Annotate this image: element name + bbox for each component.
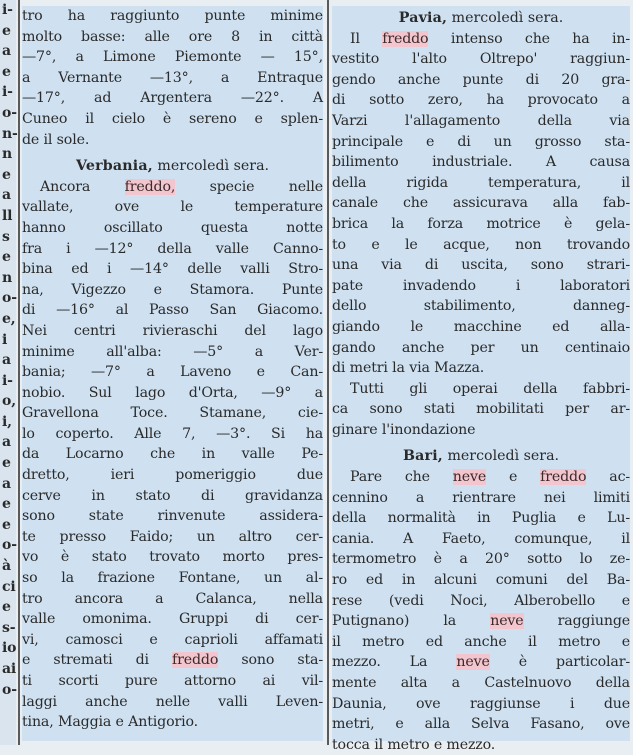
text-line (332, 529, 630, 550)
text-segment: cennino a rientrare nei limiti (332, 489, 630, 506)
text-line (22, 527, 323, 548)
cut-fragment: e (2, 166, 11, 183)
column-rule (18, 0, 20, 745)
cut-fragment: s (2, 228, 10, 245)
text-segment: mente alta a Castelnuovo della (332, 675, 630, 691)
text-line (332, 467, 630, 488)
dateline-city: Verbania, (75, 158, 153, 175)
text-line (22, 130, 323, 151)
text-line (332, 673, 630, 694)
text-segment: minime all'alba: —5° a Ver- (22, 343, 323, 360)
text-line (332, 508, 630, 529)
text-line (332, 652, 630, 673)
text-line (332, 611, 630, 632)
text-segment: valle omonima. Gruppi di cer- (22, 611, 323, 628)
column-rule (327, 0, 329, 745)
dateline-city: Pavia, (398, 10, 448, 26)
cut-fragment: e, (2, 310, 16, 327)
text-segment: Ancora (40, 178, 125, 195)
text-line (22, 109, 323, 130)
text-segment: Tutti gli operai della fabbri- (350, 380, 630, 397)
cut-fragment: ci (2, 578, 16, 595)
text-line (332, 70, 630, 91)
pavia-article (332, 29, 630, 441)
text-segment: Nei centri rivieraschi del lago (22, 322, 323, 339)
cut-fragment: o- (2, 681, 17, 698)
column-2 (332, 6, 631, 753)
cut-fragment: i, (2, 413, 12, 430)
text-line (332, 379, 630, 400)
column-1 (22, 6, 323, 741)
text-line (332, 591, 630, 612)
highlighted-word: freddo (382, 30, 429, 47)
cut-fragment: i- (2, 372, 13, 389)
highlighted-word: freddo (540, 469, 587, 486)
text-segment: Cuneo il cielo è sereno e splen- (22, 110, 323, 127)
text-segment: intenso che ha in- (428, 30, 630, 47)
text-segment: nobio. Sul lago d'Orta, —9° a (22, 384, 323, 401)
text-segment: della normalità in Puglia e Lu- (332, 510, 630, 527)
cut-fragment: o- (2, 537, 17, 554)
text-segment: Pare che (350, 469, 453, 486)
cut-fragment: o- (2, 104, 17, 121)
text-segment: e (486, 469, 541, 486)
dateline-date: mercoledì sera. (447, 10, 564, 26)
bari-article (332, 467, 630, 755)
text-line (332, 296, 630, 317)
text-line (22, 239, 323, 260)
cuneo-paragraph (22, 6, 323, 150)
text-line (332, 358, 630, 379)
text-segment: gando anche per un centinaio (332, 339, 630, 356)
text-segment: termometro è a 20° sotto lo ze- (332, 551, 630, 568)
text-line (332, 714, 630, 735)
cut-fragment: a (2, 43, 11, 60)
cut-fragment: i (2, 331, 8, 348)
text-segment: mezzo. La (332, 654, 457, 671)
highlighted-word: neve (456, 654, 490, 671)
text-line (22, 671, 323, 692)
text-line (22, 259, 323, 280)
text-line (22, 383, 323, 404)
text-line (332, 632, 630, 653)
text-line (22, 27, 323, 48)
cut-fragment: e (2, 496, 11, 513)
cut-fragment: a (2, 187, 11, 204)
text-segment: ginare l'inondazione (332, 421, 476, 438)
dateline-verbania (22, 156, 323, 177)
text-segment: tro ha raggiunto punte minime (22, 8, 323, 24)
text-line (332, 214, 630, 235)
text-line (332, 276, 630, 297)
text-line (332, 235, 630, 256)
text-line (22, 547, 323, 568)
text-line (22, 568, 323, 589)
text-segment: è particolar- (489, 654, 630, 671)
text-line (22, 506, 323, 527)
text-line (332, 111, 630, 132)
text-segment: pate invadendo i laboratori (332, 277, 630, 294)
text-line (22, 47, 323, 68)
text-line (332, 152, 630, 173)
text-segment: della rigida temperatura, il (332, 174, 630, 191)
text-segment: —7°, a Limone Piemonte — 15°, (22, 49, 323, 66)
text-segment: cerve in stato di gravidanza (22, 487, 323, 504)
text-segment: tocca il metro e mezzo. (332, 736, 496, 753)
text-segment: di —16° al Passo San Giacomo. (22, 302, 323, 319)
text-segment: to e le acque, non trovando (332, 236, 630, 253)
text-segment: dello stabilimento, danneg- (332, 298, 630, 315)
text-segment: Varzi l'allagamento della via (332, 112, 630, 129)
text-line (22, 465, 323, 486)
text-segment: rese (vedi Noci, Alberobello e (332, 592, 630, 609)
text-segment: da Locarno che in valle Pe- (22, 446, 323, 463)
text-segment: vi, camosci e caprioli affamati (22, 631, 323, 648)
cut-fragment: e (2, 516, 11, 533)
dateline-date: mercoledì sera. (442, 448, 560, 465)
text-line (22, 650, 323, 671)
text-segment: giando le macchine ed alla- (332, 318, 630, 335)
text-line (22, 88, 323, 109)
text-line (332, 694, 630, 715)
text-segment: e stremati di (22, 652, 172, 669)
text-line (332, 399, 630, 420)
text-line (332, 255, 630, 276)
text-segment: vo è stato trovato morto pres- (22, 549, 323, 566)
dateline-city: Bari, (402, 448, 443, 465)
text-segment: vestito l'alto Oltrepo' raggiun- (332, 51, 630, 68)
text-line (22, 692, 323, 713)
cut-fragment: io (2, 640, 17, 657)
text-line (332, 735, 630, 755)
text-line (332, 173, 630, 194)
text-segment: brica la forza motrice è gela- (332, 215, 630, 232)
text-segment: Daunia, ove raggiunse i due (332, 695, 630, 712)
dateline-bari (332, 446, 630, 467)
text-segment: dretto, ieri pomeriggio due (22, 467, 323, 484)
text-line (22, 444, 323, 465)
text-segment: te presso Faido; un altro cer- (22, 528, 323, 545)
text-segment: bina ed i —14° delle valli Stro- (22, 261, 323, 278)
dateline-pavia (332, 8, 630, 29)
text-line (22, 197, 323, 218)
cut-fragment: o- (2, 290, 17, 307)
text-line (22, 589, 323, 610)
text-segment: ti scorti pure attorno ai vil- (22, 673, 323, 689)
cut-fragment: i- (2, 2, 13, 18)
text-segment: vallate, ove le temperature (22, 199, 323, 216)
highlighted-word: neve (452, 469, 487, 486)
text-segment: cania. A Faeto, comunque, il (332, 530, 630, 547)
highlighted-word: freddo, (124, 178, 176, 195)
text-line (22, 68, 323, 89)
text-line (22, 609, 323, 630)
text-line (332, 549, 630, 570)
text-line (22, 486, 323, 507)
text-segment: gendo anche punte di 20 gra- (332, 71, 630, 88)
cut-off-left-column (0, 0, 16, 745)
text-segment: bania; —7° a Laveno e Can- (22, 364, 323, 381)
cut-fragment: i- (2, 84, 13, 101)
text-line (22, 177, 323, 198)
text-segment: tina, Maggia e Antigorio. (22, 714, 199, 731)
text-segment: metri, e alla Selva Fasano, ove (332, 716, 630, 733)
text-line (22, 342, 323, 363)
text-line (332, 49, 630, 70)
cut-fragment: e (2, 455, 11, 472)
text-segment: Gravellona Toce. Stamane, cie- (22, 405, 323, 422)
cut-fragment: ll (2, 207, 13, 224)
cut-fragment: e (2, 249, 11, 266)
cut-fragment: e (2, 63, 11, 80)
text-segment: raggiunge (523, 613, 630, 630)
cut-fragment: a (2, 475, 11, 492)
text-line (22, 300, 323, 321)
text-segment: fra i —12° della valle Canno- (22, 240, 323, 257)
text-line (22, 218, 323, 239)
text-line (332, 488, 630, 509)
text-segment: principale e di un grosso sta- (332, 133, 630, 150)
text-segment: Putignano) la (332, 613, 491, 630)
cut-fragment: a (2, 352, 11, 369)
text-line (22, 6, 323, 27)
text-line (22, 362, 323, 383)
text-segment: so la frazione Fontane, un al- (22, 570, 323, 587)
cut-fragment: n- (2, 125, 18, 142)
text-segment: sono sta- (218, 652, 323, 669)
text-segment: —17°, ad Argentera —22°. A (22, 90, 323, 107)
text-segment: laggi anche nelle valli Leven- (22, 693, 323, 710)
text-line (332, 132, 630, 153)
text-segment: na, Vigezzo e Stamora. Punte (22, 281, 323, 298)
cut-fragment: e (2, 599, 11, 616)
text-segment: specie nelle (175, 178, 323, 195)
cut-fragment: o, (2, 393, 16, 410)
text-line (332, 90, 630, 111)
cut-fragment: s- (2, 619, 16, 636)
text-segment: ca sono stati mobilitati per ar- (332, 401, 630, 418)
text-line (22, 630, 323, 651)
verbania-article (22, 177, 323, 733)
text-segment: de il sole. (22, 131, 90, 148)
text-line (22, 321, 323, 342)
text-line (22, 403, 323, 424)
cut-fragment: ai (2, 661, 17, 677)
text-segment: bilimento industriale. A causa (332, 154, 630, 171)
text-line (22, 712, 323, 733)
text-segment: una via di uscita, sono strari- (332, 257, 630, 274)
text-segment: sono state rinvenute assidera- (22, 508, 323, 525)
text-segment: tro ancora a Calanca, nella (22, 590, 323, 607)
text-line (332, 570, 630, 591)
text-line (332, 317, 630, 338)
text-segment: ro ed in alcuni comuni del Ba- (332, 572, 630, 589)
cut-fragment: n (2, 269, 13, 286)
text-segment: molto basse: alle ore 8 in città (22, 28, 323, 45)
cut-fragment: n (2, 146, 13, 163)
highlighted-word: freddo (172, 652, 219, 669)
text-line (332, 193, 630, 214)
text-line (22, 424, 323, 445)
cut-fragment: a (2, 434, 11, 451)
text-segment: a Vernante —13°, a Entraque (22, 69, 323, 86)
text-segment: di metri la via Mazza. (332, 360, 485, 377)
text-segment: canale che assicurava alla fab- (332, 195, 630, 212)
text-line (22, 280, 323, 301)
dateline-date: mercoledì sera. (152, 158, 270, 175)
text-segment: ac- (586, 469, 631, 486)
highlighted-word: neve (490, 613, 524, 630)
text-line (332, 420, 630, 441)
text-segment: Il (350, 30, 383, 47)
text-segment: di sotto zero, ha provocato a (332, 92, 630, 109)
text-segment: hanno oscillato questa notte (22, 219, 323, 236)
text-segment: lo coperto. Alle 7, —3°. Si ha (22, 425, 323, 442)
text-line (332, 338, 630, 359)
cut-fragment: à (2, 558, 11, 575)
cut-fragment: e (2, 22, 11, 39)
text-line (332, 29, 630, 50)
text-segment: il metro ed anche il metro e (332, 633, 630, 650)
